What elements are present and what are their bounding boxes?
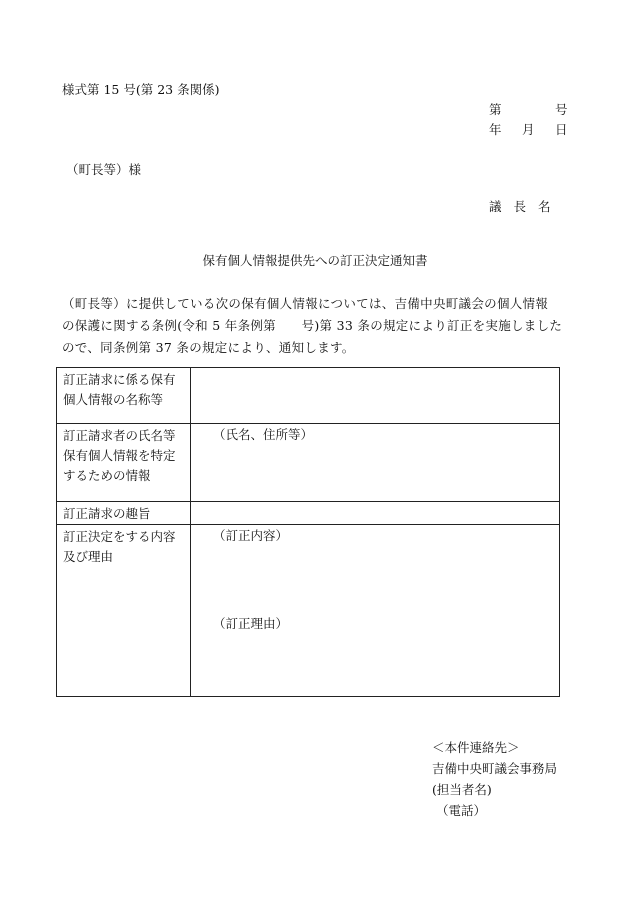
body-line: ので、同条例第 37 条の規定により、通知します。: [62, 340, 355, 355]
contact-block: [432, 737, 557, 821]
contact-phone: （電話）: [436, 803, 487, 818]
date-day: 日: [555, 122, 568, 137]
body-text: [62, 293, 567, 359]
notice-table: [56, 367, 560, 697]
table-row: [57, 502, 560, 525]
row-label: 訂正請求の趣旨: [57, 502, 191, 525]
contact-office: 吉備中央町議会事務局: [432, 761, 558, 776]
row-label: 訂正請求に係る保有個人情報の名称等: [57, 368, 191, 424]
row-value: （氏名、住所等）: [191, 424, 560, 502]
row-label: 訂正請求者の氏名等保有個人情報を特定するための情報: [57, 424, 191, 502]
date-year: 年: [489, 122, 502, 137]
document-date: [489, 120, 579, 138]
sender: 議長名: [489, 199, 563, 214]
body-line: の保護に関する条例(令和 5 年条例第 号)第 33 条の規定により訂正を実施しました: [62, 318, 563, 333]
table-row: [57, 368, 560, 424]
number-suffix: 号: [555, 102, 568, 117]
row-value: [191, 368, 560, 424]
contact-person: (担当者名): [432, 782, 492, 797]
table-row: [57, 424, 560, 502]
correction-content-label: （訂正内容）: [213, 528, 289, 543]
table-row: [57, 525, 560, 697]
row-value: [191, 525, 560, 697]
date-month: 月: [522, 122, 535, 137]
addressee: （町長等）様: [66, 162, 142, 177]
correction-reason-label: （訂正理由）: [213, 616, 289, 631]
contact-heading: ＜本件連絡先＞: [432, 740, 520, 755]
row-label: 訂正決定をする内容及び理由: [57, 525, 191, 697]
document-title: 保有個人情報提供先への訂正決定通知書: [202, 253, 428, 268]
form-label: 様式第 15 号(第 23 条関係): [62, 82, 220, 97]
row-value: [191, 502, 560, 525]
number-prefix: 第: [489, 102, 502, 117]
body-line: （町長等）に提供している次の保有個人情報については、吉備中央町議会の個人情報: [62, 296, 549, 311]
document-number: [489, 100, 569, 118]
